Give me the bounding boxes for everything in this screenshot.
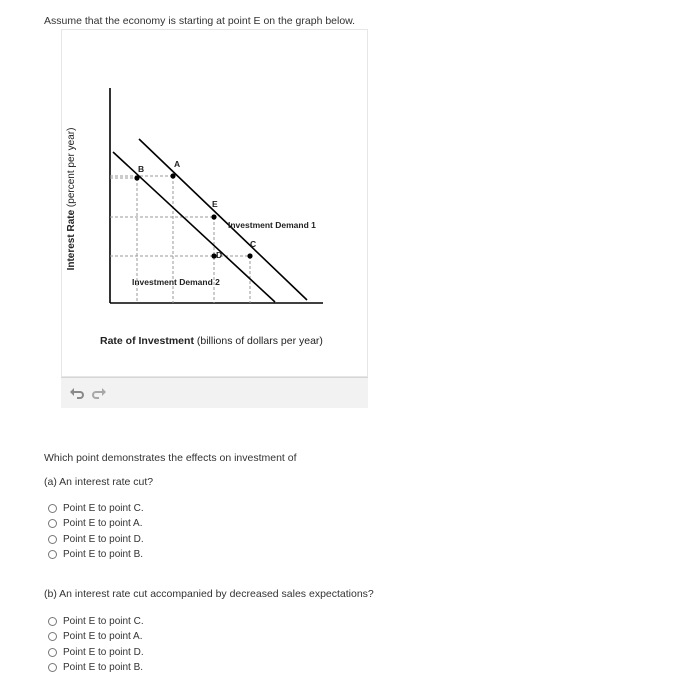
question-text: Which point demonstrates the effects on investment of: [44, 452, 297, 464]
option-b-1[interactable]: [48, 614, 144, 629]
intro-text: Assume that the economy is starting at point E on the graph below.: [44, 15, 356, 27]
radio-button[interactable]: [48, 617, 57, 626]
option-label: Point E to point C.: [63, 616, 144, 628]
radio-button[interactable]: [48, 504, 57, 513]
radio-button[interactable]: [48, 519, 57, 528]
point-b: [134, 175, 139, 180]
undo-icon[interactable]: [69, 386, 85, 400]
x-axis-title: Rate of Investment (billions of dollars per year): [100, 335, 323, 347]
point-a-label: A: [174, 159, 181, 169]
option-a-2[interactable]: [48, 516, 144, 531]
radio-button[interactable]: [48, 663, 57, 672]
part-a-prompt: (a) An interest rate cut?: [44, 476, 154, 488]
option-label: Point E to point B.: [63, 662, 144, 674]
option-a-3[interactable]: [48, 532, 144, 547]
point-d-label: D: [216, 250, 223, 260]
option-label: Point E to point B.: [63, 549, 144, 561]
part-a-options: [48, 501, 144, 562]
radio-button[interactable]: [48, 535, 57, 544]
point-c-label: C: [250, 239, 257, 249]
part-b-prompt: (b) An interest rate cut accompanied by decreased sales expectations?: [44, 588, 374, 600]
graph-toolbar: [61, 377, 368, 408]
investment-demand-1-label: Investment Demand 1: [228, 220, 316, 230]
option-a-1[interactable]: [48, 501, 144, 516]
option-label: Point E to point A.: [63, 518, 143, 530]
point-e-label: E: [212, 199, 218, 209]
option-label: Point E to point D.: [63, 533, 144, 545]
option-label: Point E to point D.: [63, 646, 144, 658]
option-b-3[interactable]: [48, 645, 144, 660]
option-b-4[interactable]: [48, 660, 144, 675]
radio-button[interactable]: [48, 550, 57, 559]
option-a-4[interactable]: [48, 547, 144, 562]
investment-demand-2-label: Investment Demand 2: [132, 277, 220, 287]
point-c: [247, 253, 252, 258]
radio-button[interactable]: [48, 648, 57, 657]
point-e: [211, 214, 216, 219]
part-b-options: [48, 614, 144, 675]
point-a: [170, 173, 175, 178]
y-axis-title: Interest Rate (percent per year): [66, 127, 77, 271]
option-label: Point E to point A.: [63, 631, 143, 643]
option-label: Point E to point C.: [63, 503, 144, 515]
investment-demand-diagram: [61, 29, 368, 377]
radio-button[interactable]: [48, 632, 57, 641]
redo-icon[interactable]: [91, 386, 107, 400]
point-b-label: B: [138, 164, 145, 174]
option-b-2[interactable]: [48, 629, 144, 644]
